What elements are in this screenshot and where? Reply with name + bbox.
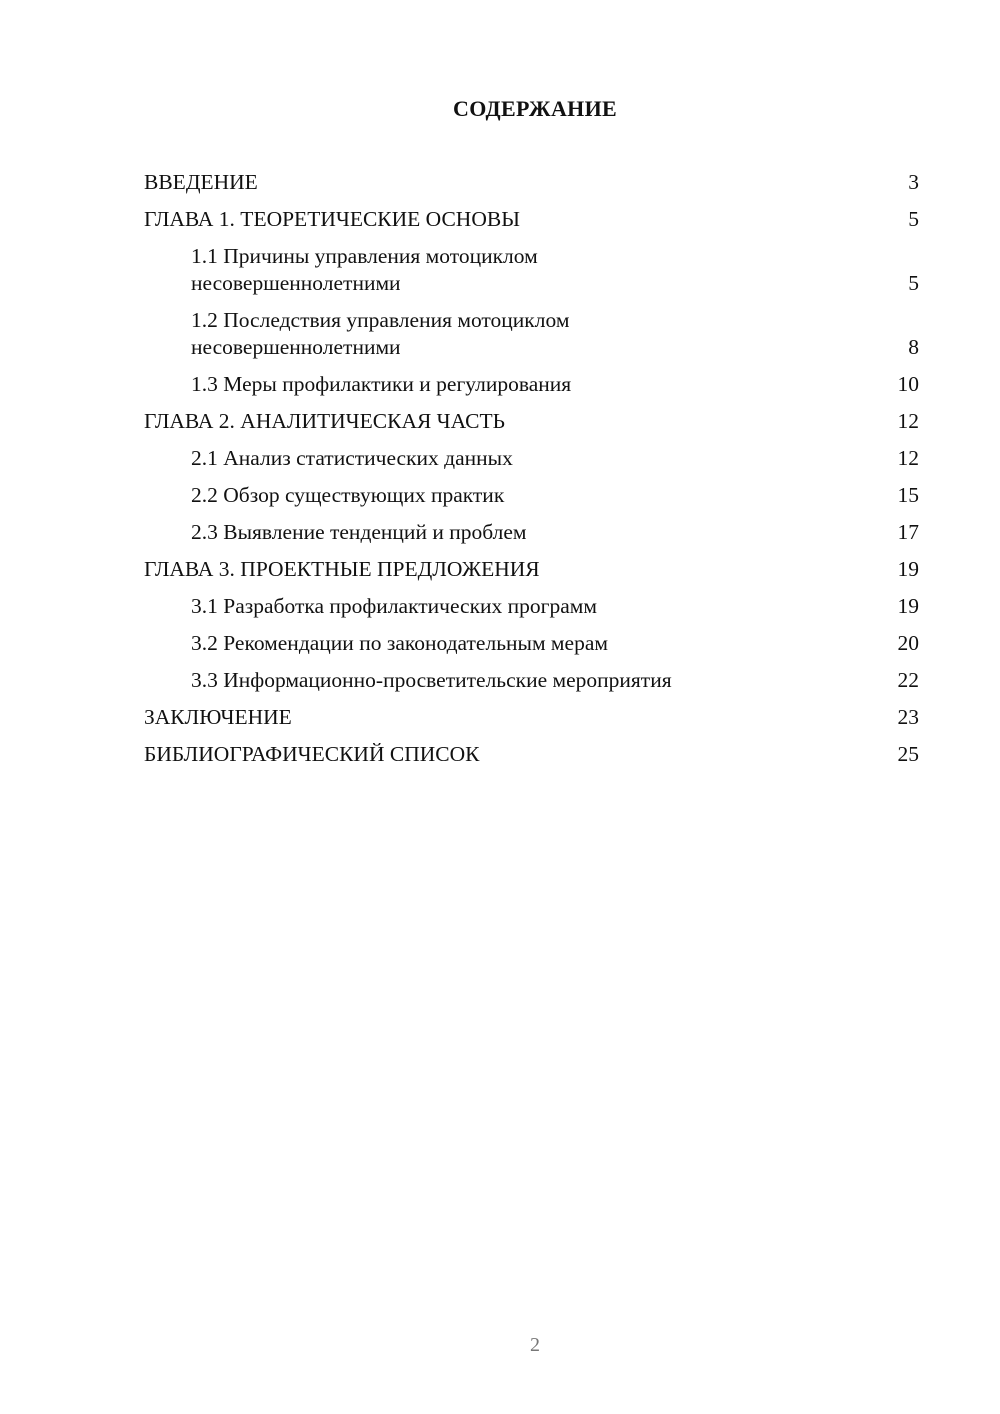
toc-entry-text: 2.1 Анализ статистических данных bbox=[191, 446, 513, 470]
toc-entry-text: 1.3 Меры профилактики и регулирования bbox=[191, 372, 572, 396]
toc-entry-section-2-1[interactable] bbox=[144, 445, 919, 472]
toc-entry-conclusion[interactable] bbox=[144, 704, 919, 731]
toc-entry-text: ЗАКЛЮЧЕНИЕ bbox=[144, 705, 292, 729]
table-of-contents bbox=[144, 169, 919, 778]
toc-entry-page: 5 bbox=[908, 271, 919, 295]
toc-entry-page: 19 bbox=[897, 594, 919, 618]
toc-entry-page: 23 bbox=[897, 705, 919, 729]
toc-entry-page: 3 bbox=[908, 170, 919, 194]
toc-entry-page: 10 bbox=[897, 372, 919, 396]
toc-entry-text: ГЛАВА 1. ТЕОРЕТИЧЕСКИЕ ОСНОВЫ bbox=[144, 207, 520, 231]
page-number: 2 bbox=[530, 1334, 540, 1356]
toc-entry-section-2-3[interactable] bbox=[144, 519, 919, 546]
toc-title: СОДЕРЖАНИЕ bbox=[453, 96, 617, 121]
toc-entry-chapter-1[interactable] bbox=[144, 206, 919, 233]
toc-entry-text: 3.3 Информационно-просветительские мероприятия bbox=[191, 668, 672, 692]
toc-entry-section-2-2[interactable] bbox=[144, 482, 919, 509]
toc-entry-page: 5 bbox=[908, 207, 919, 231]
toc-entry-text: ГЛАВА 2. АНАЛИТИЧЕСКАЯ ЧАСТЬ bbox=[144, 409, 505, 433]
toc-entry-text: ВВЕДЕНИЕ bbox=[144, 170, 258, 194]
toc-entry-text: БИБЛИОГРАФИЧЕСКИЙ СПИСОК bbox=[144, 742, 480, 766]
toc-entry-chapter-2[interactable] bbox=[144, 408, 919, 435]
toc-entry-text: ГЛАВА 3. ПРОЕКТНЫЕ ПРЕДЛОЖЕНИЯ bbox=[144, 557, 540, 581]
toc-entry-section-3-1[interactable] bbox=[144, 593, 919, 620]
toc-entry-text: 1.1 Причины управления мотоциклом несовершеннолетними bbox=[191, 244, 538, 295]
toc-entry-page: 8 bbox=[908, 335, 919, 359]
toc-entry-section-1-2[interactable] bbox=[144, 307, 919, 361]
toc-entry-text: 2.2 Обзор существующих практик bbox=[191, 483, 505, 507]
toc-entry-text: 1.2 Последствия управления мотоциклом несовершеннолетними bbox=[191, 308, 570, 359]
toc-entry-page: 22 bbox=[897, 668, 919, 692]
toc-entry-page: 20 bbox=[897, 631, 919, 655]
toc-entry-section-3-2[interactable] bbox=[144, 630, 919, 657]
toc-entry-page: 12 bbox=[897, 446, 919, 470]
toc-entry-page: 25 bbox=[897, 742, 919, 766]
toc-entry-text: 3.2 Рекомендации по законодательным мерам bbox=[191, 631, 608, 655]
toc-entry-text: 3.1 Разработка профилактических программ bbox=[191, 594, 597, 618]
toc-entry-page: 15 bbox=[897, 483, 919, 507]
toc-entry-page: 12 bbox=[897, 409, 919, 433]
toc-entry-section-1-3[interactable] bbox=[144, 371, 919, 398]
toc-entry-text: 2.3 Выявление тенденций и проблем bbox=[191, 520, 527, 544]
toc-entry-introduction[interactable] bbox=[144, 169, 919, 196]
toc-entry-bibliography[interactable] bbox=[144, 741, 919, 768]
toc-entry-section-1-1[interactable] bbox=[144, 243, 919, 297]
toc-entry-section-3-3[interactable] bbox=[144, 667, 919, 694]
toc-entry-chapter-3[interactable] bbox=[144, 556, 919, 583]
toc-entry-page: 17 bbox=[897, 520, 919, 544]
toc-entry-page: 19 bbox=[897, 557, 919, 581]
